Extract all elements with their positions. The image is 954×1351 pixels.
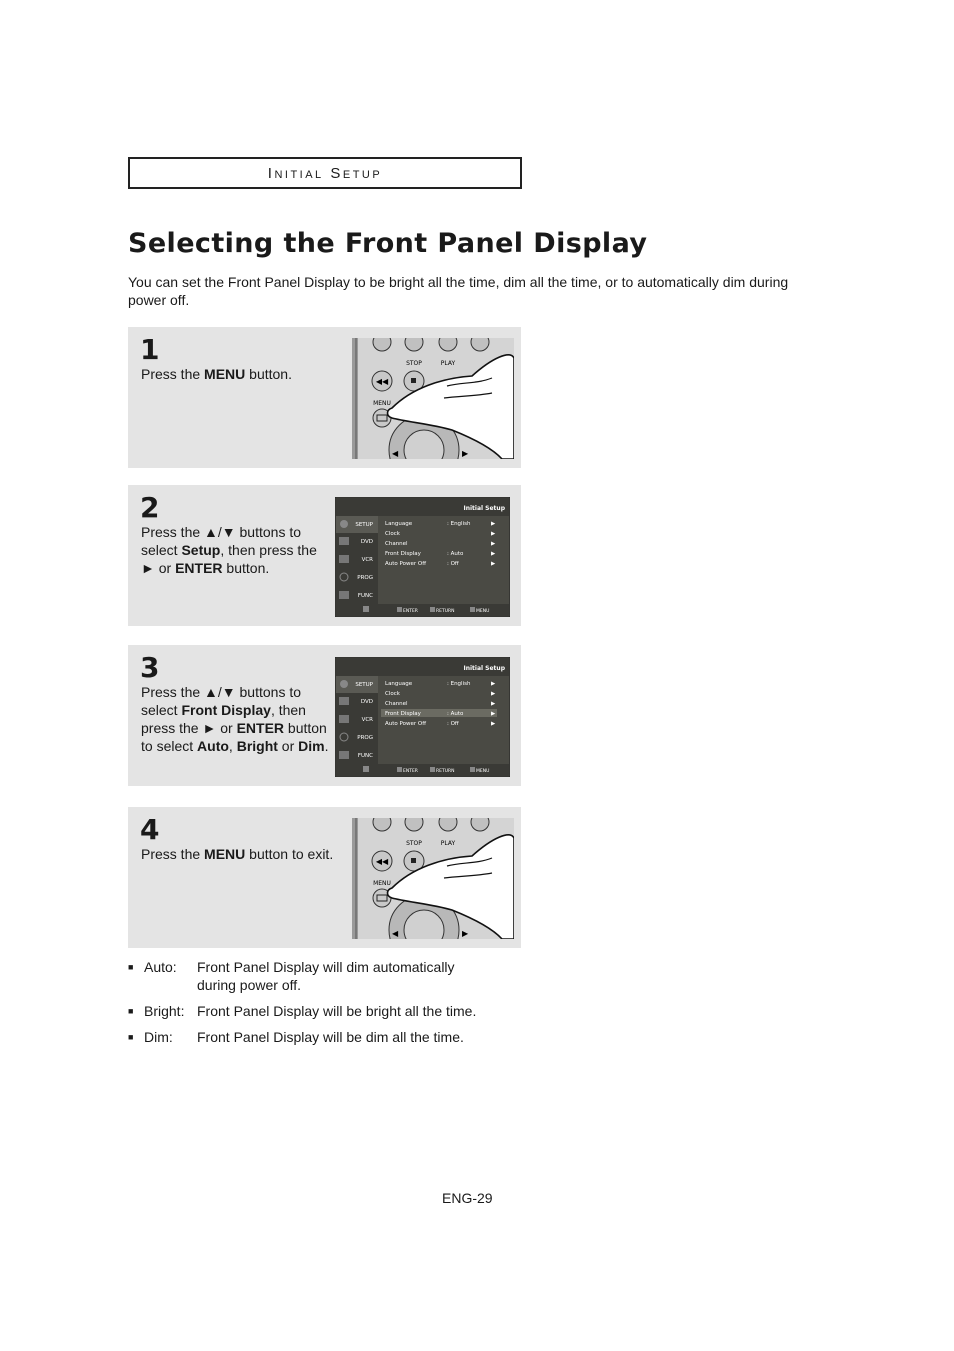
svg-text:VCR: VCR <box>361 557 373 563</box>
svg-text:STOP: STOP <box>406 360 422 367</box>
svg-text:▶: ▶ <box>491 691 496 697</box>
remote-menu-illustration <box>352 338 514 459</box>
svg-text:▶: ▶ <box>491 711 496 717</box>
page-title: Selecting the Front Panel Display <box>128 228 648 259</box>
osd-menu-screenshot <box>335 497 510 617</box>
svg-text:SETUP: SETUP <box>355 682 373 688</box>
svg-text:: Auto: : Auto <box>447 711 464 717</box>
svg-text:: English: : English <box>447 521 471 527</box>
svg-text:◀: ◀ <box>392 449 399 458</box>
svg-text:Clock: Clock <box>385 691 400 697</box>
svg-text:Front Display: Front Display <box>385 551 421 557</box>
step-instruction: Press the MENU button. <box>141 366 292 382</box>
svg-text:: Off: : Off <box>447 721 459 727</box>
svg-text:VCR: VCR <box>361 717 373 723</box>
svg-text:RETURN: RETURN <box>436 769 455 774</box>
step-4-panel <box>128 807 521 948</box>
remote-menu-illustration <box>352 818 514 939</box>
page-number: ENG-29 <box>442 1190 493 1206</box>
svg-text:Front Display: Front Display <box>385 711 421 717</box>
svg-text:Auto Power Off: Auto Power Off <box>385 561 427 567</box>
svg-text:Clock: Clock <box>385 531 400 537</box>
svg-text:PLAY: PLAY <box>440 840 456 847</box>
note-auto: ■ Auto: Front Panel Display will dim automatically during power off. <box>128 958 517 994</box>
step-3-panel <box>128 645 521 786</box>
step-instruction: Press the ▲/▼ buttons to select Front Display, then press the ► or ENTER button to select Auto, Bright or Dim. <box>141 684 329 754</box>
svg-text:▶: ▶ <box>491 721 496 727</box>
note-description: Front Panel Display will dim automatically during power off. <box>197 959 455 993</box>
note-dim: ■ Dim: Front Panel Display will be dim all the time. <box>128 1028 517 1046</box>
svg-text:▶: ▶ <box>462 449 469 458</box>
section-header <box>128 157 522 189</box>
svg-text:: Off: : Off <box>447 561 459 567</box>
intro-text: You can set the Front Panel Display to be bright all the time, dim all the time, or to automatically dim during power off. <box>128 274 789 308</box>
note-description: Front Panel Display will be dim all the time. <box>197 1029 464 1045</box>
svg-text:Initial Setup: Initial Setup <box>463 505 505 512</box>
svg-text:Channel: Channel <box>385 541 408 547</box>
svg-text:▶: ▶ <box>491 521 496 527</box>
note-term: Bright: <box>144 1003 185 1019</box>
step-number: 4 <box>140 813 160 846</box>
svg-text:◀◀: ◀◀ <box>375 377 389 386</box>
step-number: 3 <box>140 651 160 684</box>
svg-text:FUNC: FUNC <box>357 753 373 759</box>
step-1-panel <box>128 327 521 468</box>
svg-text:FUNC: FUNC <box>357 593 373 599</box>
svg-text:Initial Setup: Initial Setup <box>463 665 505 672</box>
svg-text:▶: ▶ <box>491 701 496 707</box>
svg-text:MENU: MENU <box>373 880 391 887</box>
svg-text:▶: ▶ <box>491 531 496 537</box>
svg-text:DVD: DVD <box>360 539 373 545</box>
step-number: 1 <box>140 333 160 366</box>
svg-text:PROG: PROG <box>357 735 373 741</box>
svg-text:SETUP: SETUP <box>355 522 373 528</box>
note-description: Front Panel Display will be bright all the time. <box>197 1003 477 1019</box>
svg-text:PLAY: PLAY <box>440 360 456 367</box>
svg-text:MENU: MENU <box>373 400 391 407</box>
svg-text:▶: ▶ <box>462 929 469 938</box>
svg-text:PROG: PROG <box>357 575 373 581</box>
svg-text:ENTER: ENTER <box>403 609 418 614</box>
svg-text:DVD: DVD <box>360 699 373 705</box>
step-2-panel <box>128 485 521 626</box>
step-number: 2 <box>140 491 160 524</box>
svg-text:: English: : English <box>447 681 471 687</box>
svg-text:▶: ▶ <box>491 551 496 557</box>
note-term: Dim: <box>144 1029 173 1045</box>
svg-text:MENU: MENU <box>476 609 490 614</box>
svg-text:Language: Language <box>385 521 413 527</box>
svg-text:MENU: MENU <box>476 769 490 774</box>
svg-text:▶: ▶ <box>491 681 496 687</box>
svg-text:STOP: STOP <box>406 840 422 847</box>
svg-text:◀◀: ◀◀ <box>375 857 389 866</box>
svg-text:ENTER: ENTER <box>403 769 418 774</box>
svg-text:RETURN: RETURN <box>436 609 455 614</box>
svg-text:: Auto: : Auto <box>447 551 464 557</box>
svg-text:Language: Language <box>385 681 413 687</box>
svg-text:Auto Power Off: Auto Power Off <box>385 721 427 727</box>
step-instruction: Press the ▲/▼ buttons to select Setup, then press the ► or ENTER button. <box>141 524 317 576</box>
note-bright: ■ Bright: Front Panel Display will be bright all the time. <box>128 1002 517 1020</box>
step-instruction: Press the MENU button to exit. <box>141 846 334 862</box>
section-header-label: Initial Setup <box>267 164 383 182</box>
svg-text:Channel: Channel <box>385 701 408 707</box>
svg-text:◀: ◀ <box>392 929 399 938</box>
svg-text:▶: ▶ <box>491 561 496 567</box>
osd-menu-screenshot <box>335 657 510 777</box>
svg-text:▶: ▶ <box>491 541 496 547</box>
option-notes <box>128 958 517 1054</box>
note-term: Auto: <box>144 959 177 975</box>
